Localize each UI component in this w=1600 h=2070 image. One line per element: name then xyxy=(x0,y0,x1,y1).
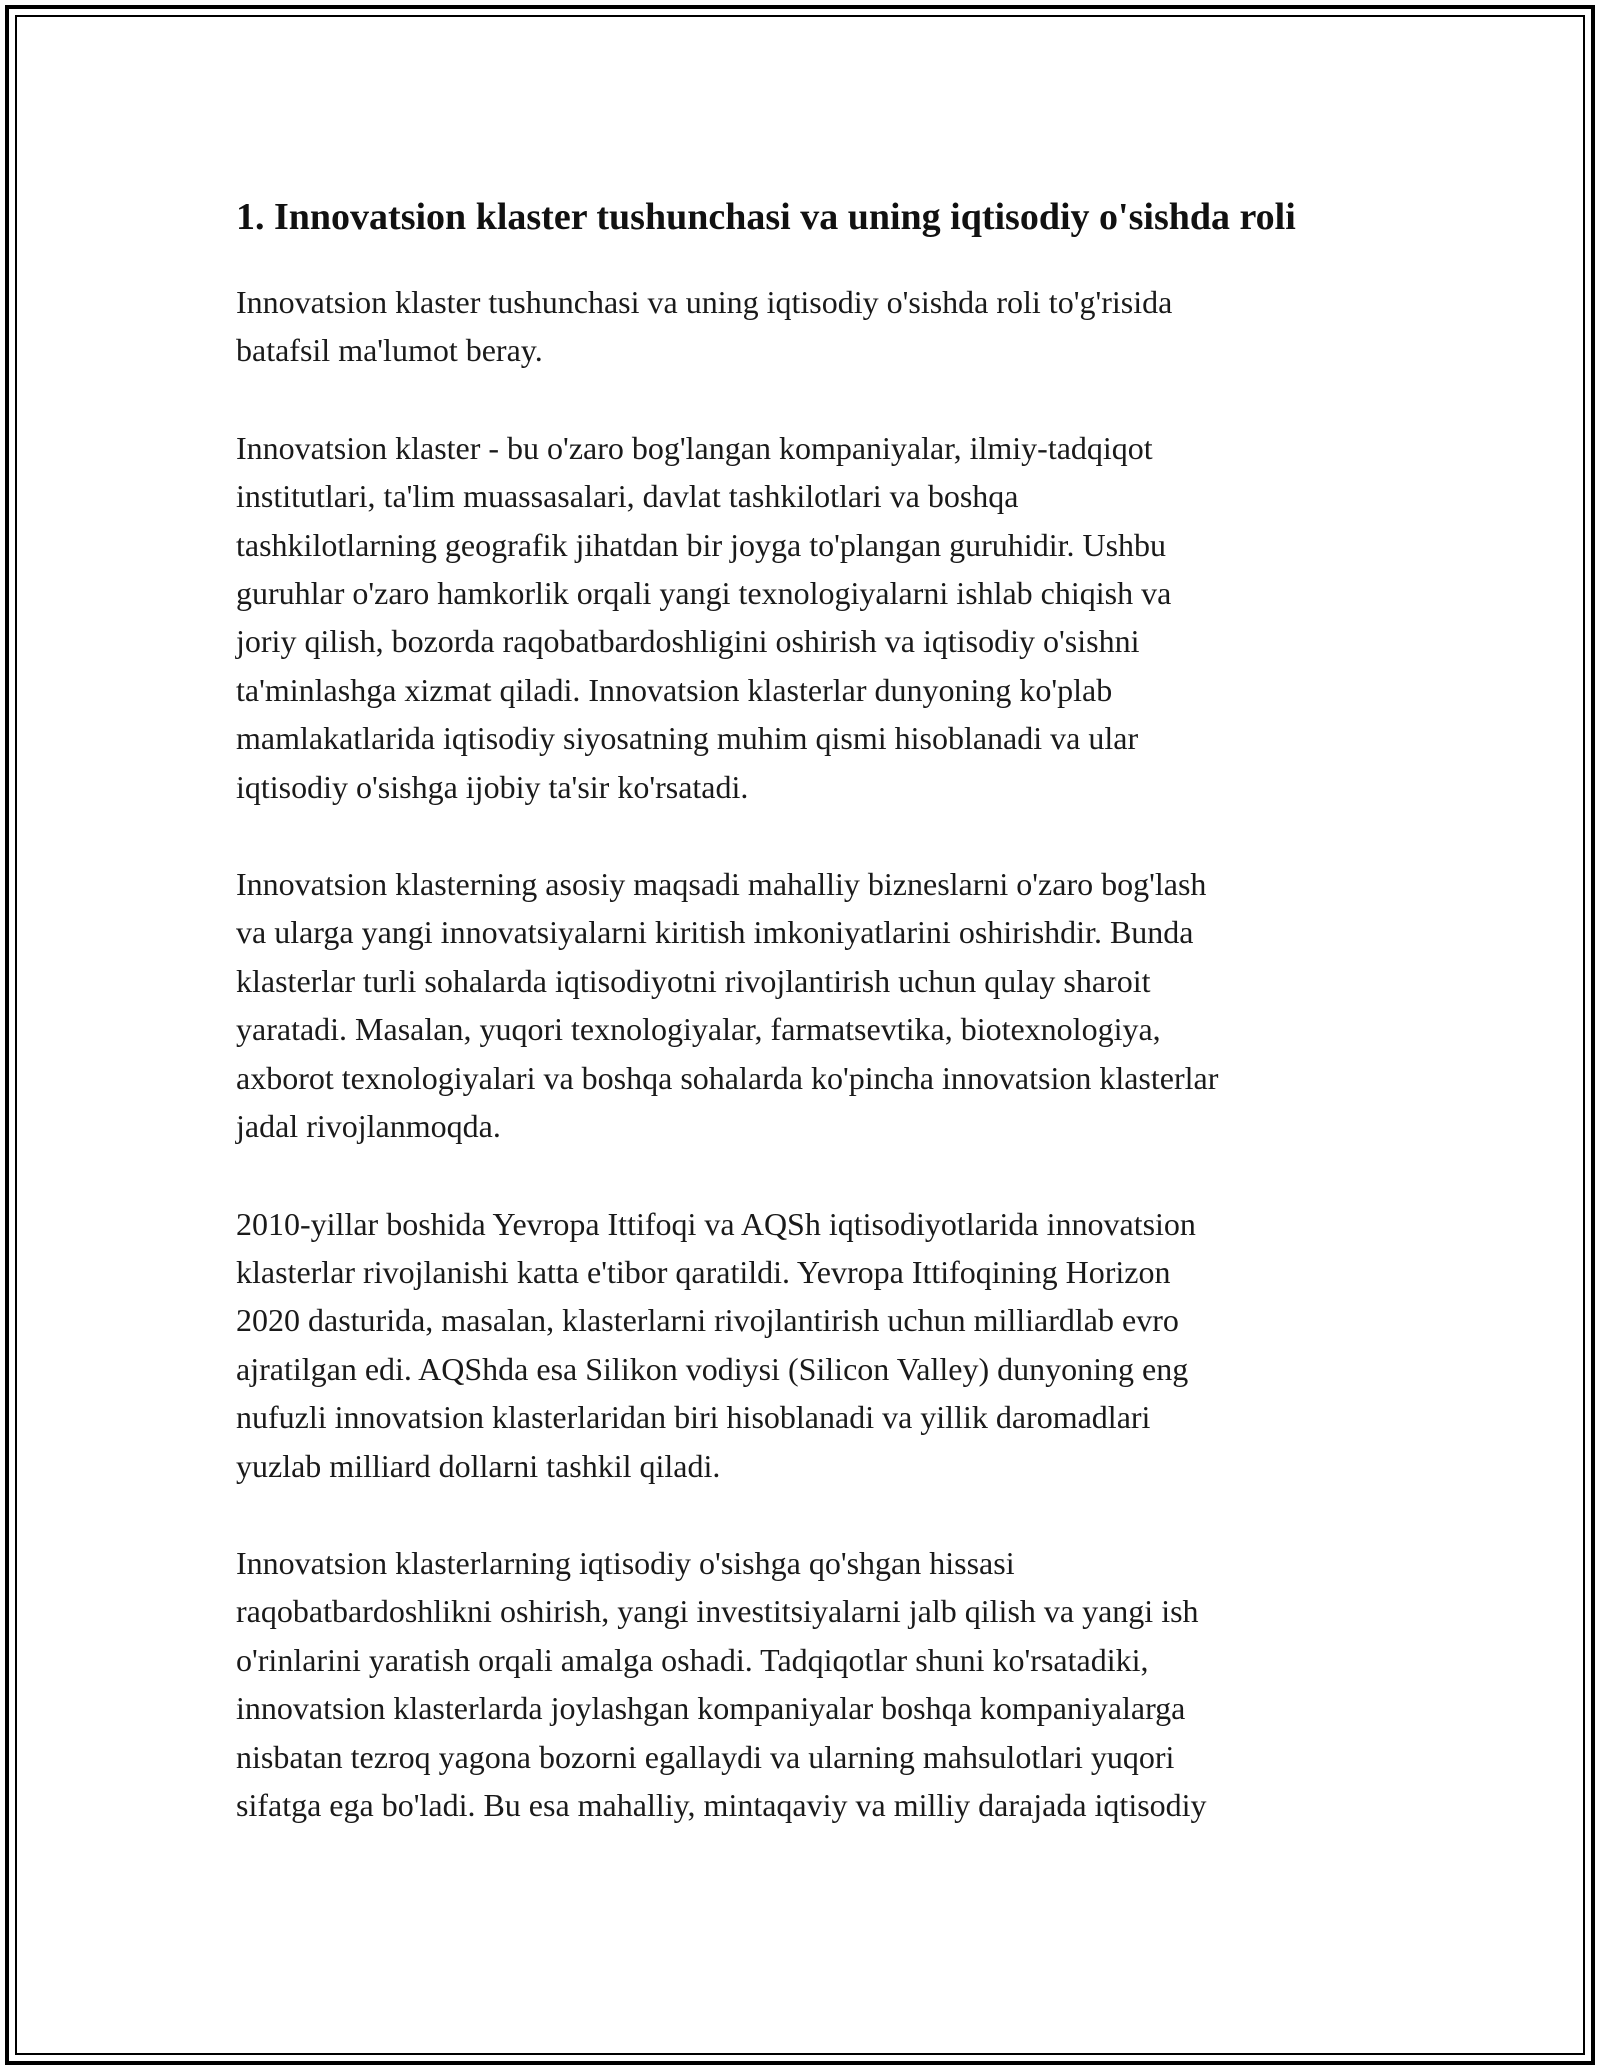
paragraph-definition: Innovatsion klaster - bu o'zaro bog'langan kompaniyalar, ilmiy-tadqiqot institutlari, ta'lim muassasalari, davlat tashkilotlari va boshqa tashkilotlarning geografik jihatdan bir joyga to'plangan guruhidir. Ushbu guruhlar o'zaro hamkorlik orqali yangi texnologiyalarni ishlab chiqish va joriy qilish, bozorda raqobatbardoshligini oshirish va iqtisodiy o'sishni ta'minlashga xizmat qiladi. Innovatsion klasterlar dunyoning ko'plab mamlakatlarida iqtisodiy siyosatning muhim qismi hisoblanadi va ular iqtisodiy o'sishga ijobiy ta'sir ko'rsatadi. xyxy=(236,429,1172,805)
paragraph-examples: 2010-yillar boshida Yevropa Ittifoqi va AQSh iqtisodiyotlarida innovatsion klasterlar rivojlanishi katta e'tibor qaratildi. Yevropa Ittifoqining Horizon 2020 dasturida, masalan, klasterlarni rivojlantirish uchun milliardlab evro ajratilgan edi. AQShda esa Silikon vodiysi (Silicon Valley) dunyoning eng nufuzli innovatsion klasterlaridan biri hisoblanadi va yillik daromadlari yuzlab milliard dollarni tashkil qiladi. xyxy=(236,1205,1196,1484)
paragraph-purpose: Innovatsion klasterning asosiy maqsadi mahalliy bizneslarni o'zaro bog'lash va ularga yangi innovatsiyalarni kiritish imkoniyatlarini oshirishdir. Bunda klasterlar turli sohalarda iqtisodiyotni rivojlantirish uchun qulay sharoit yaratadi. Masalan, yuqori texnologiyalar, farmatsevtika, biotexnologiya, axborot texnologiyalari va boshqa sohalarda ko'pincha innovatsion klasterlar jadal rivojlanmoqda. xyxy=(236,866,1219,1145)
paragraph-contribution: Innovatsion klasterlarning iqtisodiy o'sishga qo'shgan hissasi raqobatbardoshlikni oshirish, yangi investitsiyalarni jalb qilish va yangi ish o'rinlarini yaratish orqali amalga oshadi. Tadqiqotlar shuni ko'rsatadiki, innovatsion klasterlarda joylashgan kompaniyalar boshqa kompaniyalarga nisbatan tezroq yagona bozorni egallaydi va ularning mahsulotlari yuqori sifatga ega bo'ladi. Bu esa mahalliy, mintaqaviy va milliy darajada iqtisodiy xyxy=(236,1544,1207,1823)
document-body xyxy=(236,190,1368,1878)
paragraph-intro: Innovatsion klaster tushunchasi va uning iqtisodiy o'sishda roli to'g'risida batafsil ma'lumot beray. xyxy=(236,284,1173,369)
section-heading: 1. Innovatsion klaster tushunchasi va uning iqtisodiy o'sishda roli xyxy=(236,196,1296,238)
